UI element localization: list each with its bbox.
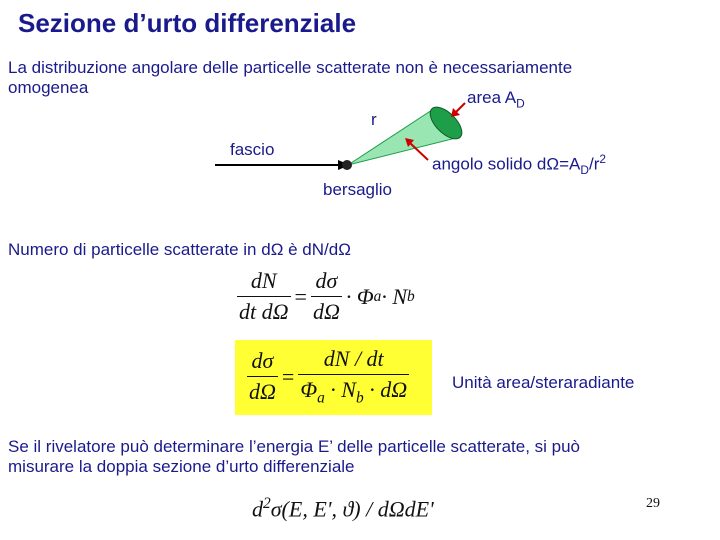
eq2-rhs-fraction: $\frac{dN / dt}{\Phi_a \cdot N_b \cdot d\Omega}$ (300, 346, 408, 407)
eq1-rhs-fraction: $\frac{d\sigma}{d\Omega}$ (312, 268, 340, 324)
beam-label: fascio (230, 140, 275, 159)
eq2-lhs-fraction: $\frac{d\sigma}{d\Omega}$ (249, 348, 276, 405)
slide-title: Sezione d’urto differenziale (18, 8, 357, 38)
unit-label: Unità area/steraradiante (452, 373, 635, 392)
target-label: bersaglio (323, 180, 392, 199)
equation-cross-section: $\frac{d\sigma}{d\Omega}$ = $\frac{dN / dt}{\Phi_a \cdot N_b \cdot d\Omega}$ (249, 346, 408, 407)
bottom-line-1: Se il rivelatore può determinare l’energia E’ delle particelle scatterate, si può (8, 437, 581, 456)
equation-rate: $\frac{dN}{\text{dt dΩ}}$ = $\frac{d\sigma}{d\Omega}$ · Φ a · N b (239, 268, 415, 324)
solid-angle-label: angolo solido $d\Omega=A_D/r^2$ (432, 152, 606, 178)
count-text: Numero di particelle scatterate in dΩ è dN/dΩ (8, 240, 351, 259)
highlighted-equation-box (235, 340, 432, 415)
area-label: area $A_D$ (467, 88, 525, 111)
intro-line-2: omogenea (8, 78, 89, 97)
target-dot (342, 160, 352, 170)
radius-label: r (371, 110, 377, 129)
page-number: 29 (646, 496, 660, 511)
equation-double-differential: $d^2\sigma(E$, E', ϑ) / dΩdE' (252, 495, 434, 522)
eq1-lhs-fraction: $\frac{dN}{\text{dt dΩ}}$ (239, 268, 289, 324)
intro-line-1: La distribuzione angolare delle particelle scatterate non è necessariamente (8, 58, 573, 77)
bottom-line-2: misurare la doppia sezione d’urto differenziale (8, 457, 355, 476)
